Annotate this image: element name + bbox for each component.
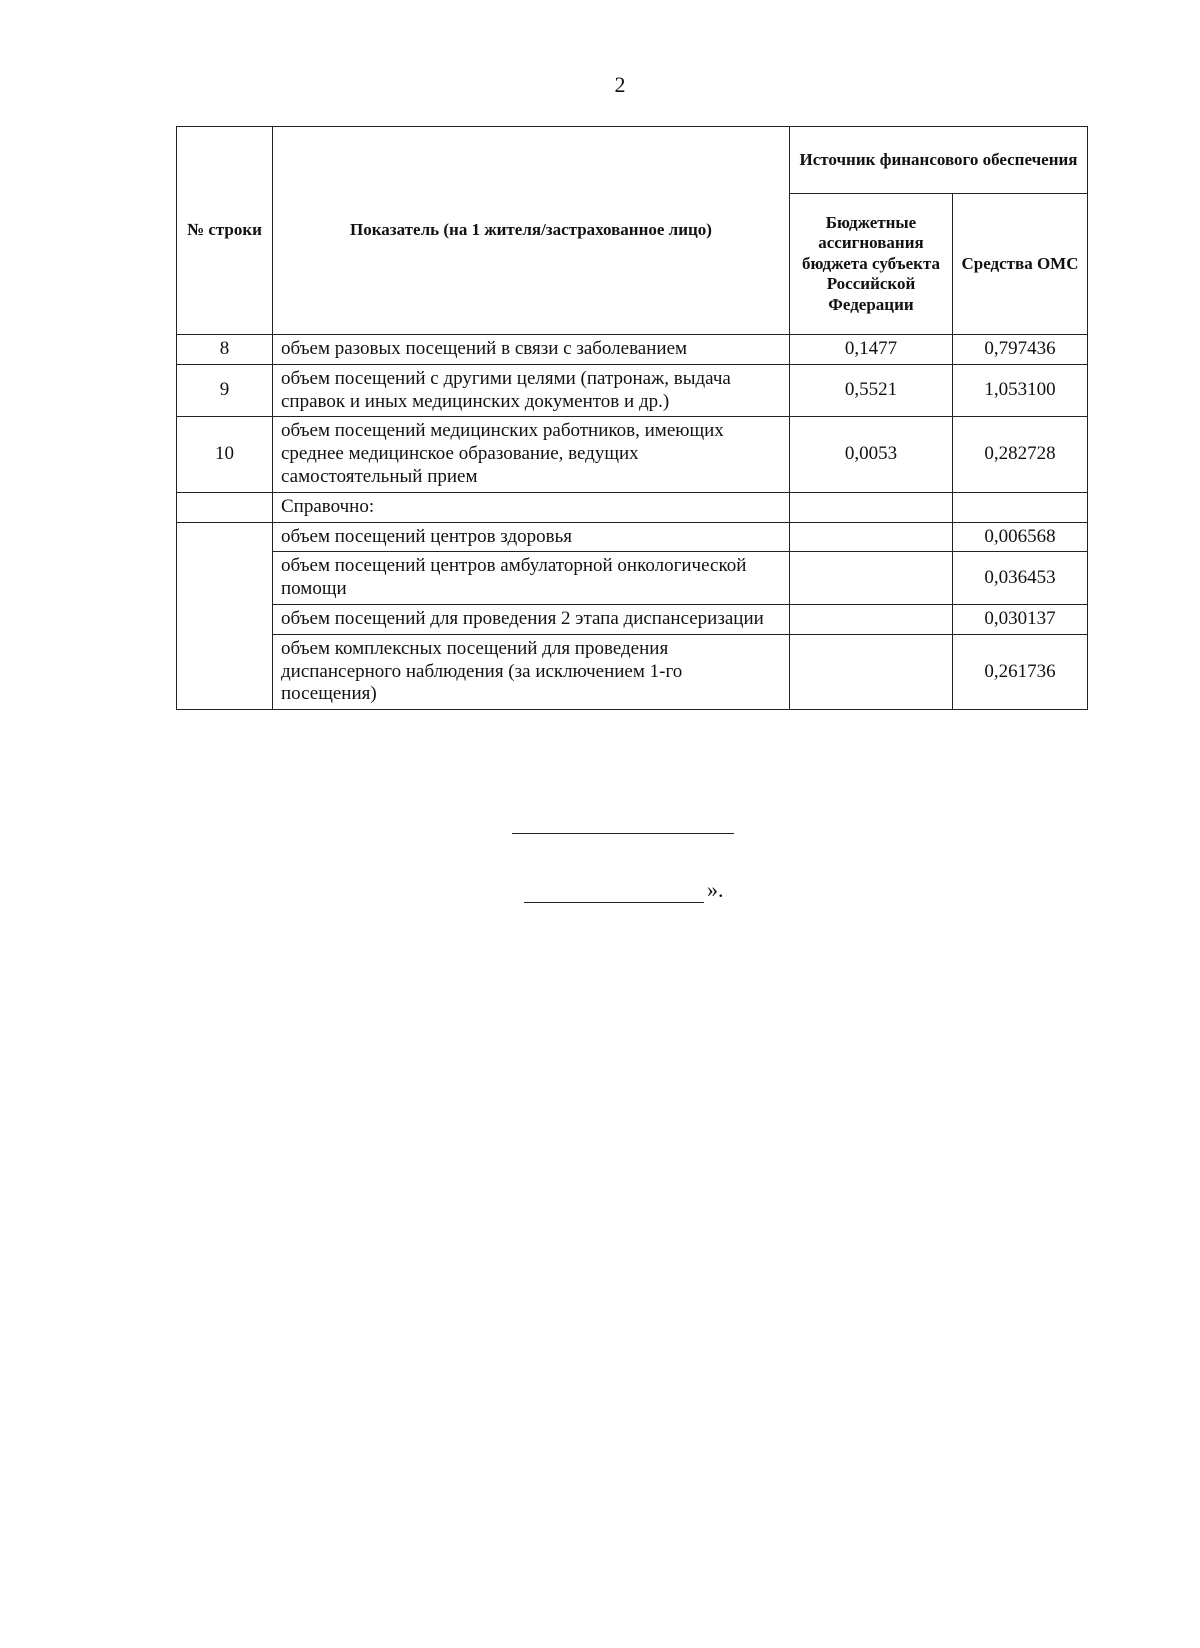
row-budget-value: 0,0053 [790, 417, 953, 492]
row-indicator: объем посещений с другими целями (патронаж, выдача справок и иных медицинских документов и др.) [273, 364, 790, 417]
empty-cell [790, 552, 953, 605]
reference-indicator: объем посещений для проведения 2 этапа диспансеризации [273, 604, 790, 634]
row-budget-value: 0,1477 [790, 335, 953, 365]
table-row [177, 335, 1088, 365]
table-header-row [177, 127, 1088, 194]
header-budget: Бюджетные ассигнования бюджета субъекта Российской Федерации [790, 194, 953, 335]
empty-cell [790, 604, 953, 634]
row-oms-value: 1,053100 [953, 364, 1088, 417]
reference-indicator: объем посещений центров амбулаторной онкологической помощи [273, 552, 790, 605]
reference-oms-value: 0,006568 [953, 522, 1088, 552]
separator-line [512, 833, 734, 834]
closing-line [524, 902, 704, 903]
header-oms: Средства ОМС [953, 194, 1088, 335]
row-number: 10 [177, 417, 273, 492]
empty-cell [177, 522, 273, 710]
header-row-no: № строки [177, 127, 273, 335]
indicators-table [176, 126, 1088, 710]
row-budget-value: 0,5521 [790, 364, 953, 417]
table-row [177, 364, 1088, 417]
empty-cell [790, 492, 953, 522]
reference-row [177, 522, 1088, 552]
closing-quote: ». [707, 877, 724, 902]
empty-cell [790, 634, 953, 709]
reference-indicator: объем комплексных посещений для проведения диспансерного наблюдения (за исключением 1-го посещения) [273, 634, 790, 709]
row-indicator: объем разовых посещений в связи с заболеванием [273, 335, 790, 365]
reference-row [177, 634, 1088, 709]
row-oms-value: 0,797436 [953, 335, 1088, 365]
empty-cell [177, 492, 273, 522]
reference-row [177, 604, 1088, 634]
row-oms-value: 0,282728 [953, 417, 1088, 492]
reference-indicator: объем посещений центров здоровья [273, 522, 790, 552]
page-number: 2 [614, 72, 626, 97]
empty-cell [953, 492, 1088, 522]
row-number: 9 [177, 364, 273, 417]
header-source-group: Источник финансового обеспечения [790, 127, 1088, 194]
reference-label: Справочно: [273, 492, 790, 522]
reference-oms-value: 0,036453 [953, 552, 1088, 605]
header-indicator: Показатель (на 1 жителя/застрахованное лицо) [273, 127, 790, 335]
empty-cell [790, 522, 953, 552]
row-indicator: объем посещений медицинских работников, имеющих среднее медицинское образование, ведущих самостоятельный прием [273, 417, 790, 492]
reference-oms-value: 0,261736 [953, 634, 1088, 709]
table-row [177, 417, 1088, 492]
row-number: 8 [177, 335, 273, 365]
reference-oms-value: 0,030137 [953, 604, 1088, 634]
reference-label-row [177, 492, 1088, 522]
reference-row [177, 552, 1088, 605]
